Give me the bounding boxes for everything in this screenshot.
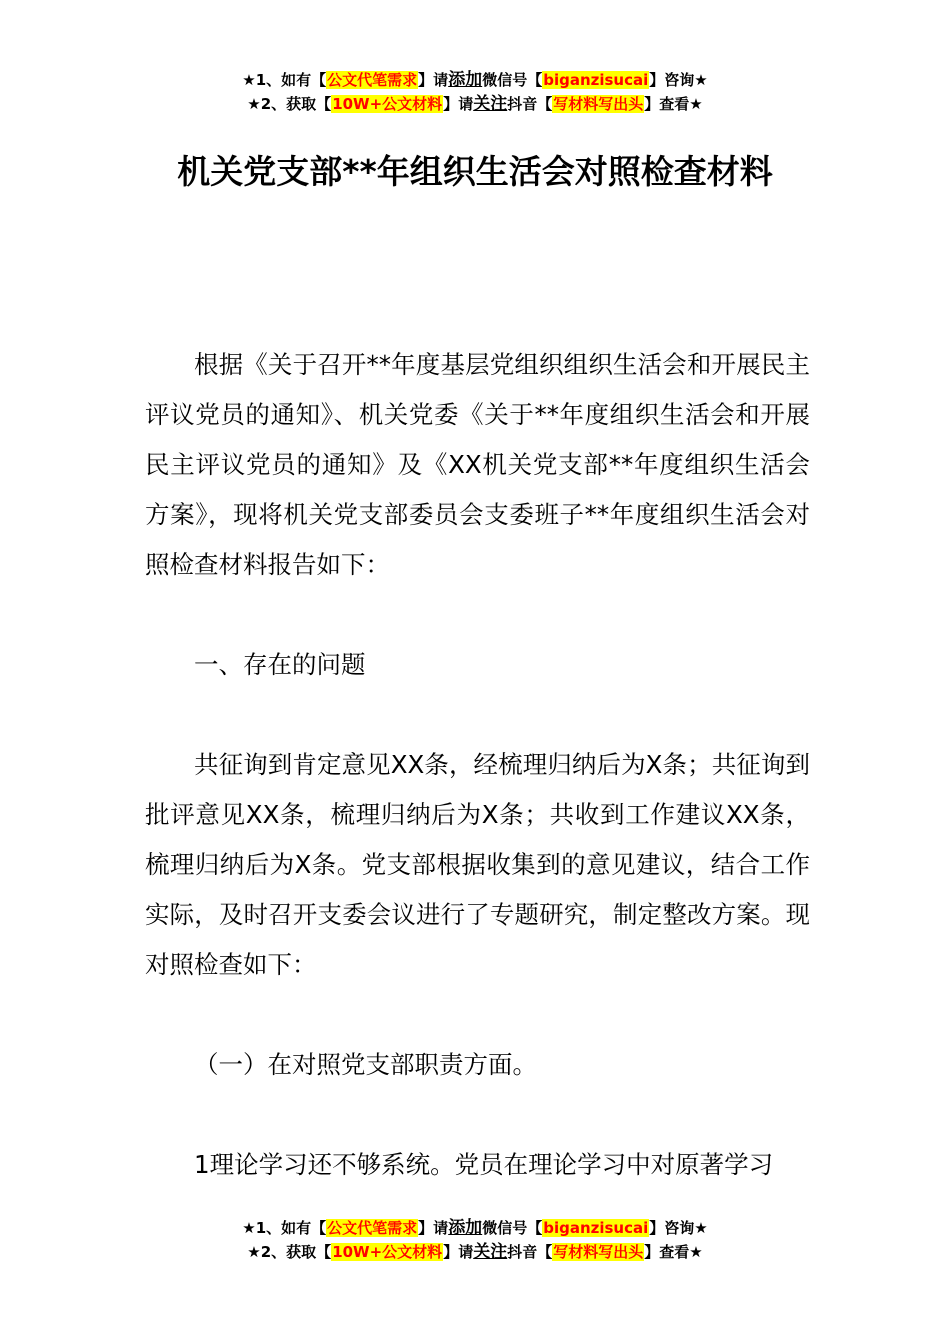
promo-text: 1、如有【 (255, 71, 327, 89)
promo-text: 2、获取【 (260, 1243, 332, 1261)
promo-line-1 (0, 68, 950, 92)
promo-banner-top (0, 68, 950, 116)
promo-text: 】请 (443, 95, 474, 113)
star-icon: ★ (242, 1219, 256, 1237)
promo-text: 微信号【 (482, 1219, 543, 1237)
subsection-heading-duties: （一）在对照党支部职责方面。 (194, 1050, 537, 1079)
star-icon: ★ (247, 95, 261, 113)
promo-text: 】咨询 (649, 71, 695, 89)
promo-highlight: 10W+公文材料 (332, 1243, 443, 1261)
star-icon: ★ (694, 71, 708, 89)
paragraph-intro: 根据《关于召开**年度基层党组织组织生活会和开展民主评议党员的通知》、机关党委《关于**年度组织生活会和开展民主评议党员的通知》及《XX机关党支部**年度组织生活会方案》，现将机关党支部委员会支委班子**年度组织生活会对照检查材料报告如下： (145, 350, 810, 579)
promo-line-2 (0, 92, 950, 116)
promo-text: 】咨询 (649, 1219, 695, 1237)
promo-underlined: 添加 (448, 1218, 483, 1238)
paragraph-feedback: 共征询到肯定意见XX条，经梳理归纳后为X条；共征询到批评意见XX条，梳理归纳后为X条；共收到工作建议XX条，梳理归纳后为X条。党支部根据收集到的意见建议，结合工作实际，及时召开支委会议进行了专题研究，制定整改方案。现对照检查如下： (145, 750, 810, 979)
star-icon: ★ (689, 1243, 703, 1261)
promo-text: 2、获取【 (260, 95, 332, 113)
paragraph-theory-study: 1理论学习还不够系统。党员在理论学习中对原著学习 (194, 1150, 774, 1179)
promo-highlight: 公文代笔需求 (327, 71, 418, 89)
promo-banner-bottom (0, 1216, 950, 1264)
promo-highlight: 公文代笔需求 (327, 1219, 418, 1237)
promo-text: 微信号【 (482, 71, 543, 89)
promo-text: 抖音【 (507, 95, 553, 113)
promo-highlight: 10W+公文材料 (332, 95, 443, 113)
promo-line-2 (0, 1240, 950, 1264)
promo-text: 】查看 (644, 1243, 690, 1261)
promo-line-1 (0, 1216, 950, 1240)
document-body (145, 340, 810, 1190)
promo-highlight-douyin: 写材料写出头 (553, 95, 644, 113)
promo-text: 】请 (443, 1243, 474, 1261)
promo-underlined: 关注 (473, 94, 508, 114)
star-icon: ★ (689, 95, 703, 113)
star-icon: ★ (694, 1219, 708, 1237)
promo-underlined: 关注 (473, 1242, 508, 1262)
promo-text: 】请 (418, 1219, 449, 1237)
promo-highlight-wechat: biganzisucai (543, 71, 649, 89)
document-title: 机关党支部**年组织生活会对照检查材料 (177, 152, 773, 191)
promo-highlight-douyin: 写材料写出头 (553, 1243, 644, 1261)
star-icon: ★ (247, 1243, 261, 1261)
promo-text: 抖音【 (507, 1243, 553, 1261)
promo-underlined: 添加 (448, 70, 483, 90)
section-heading-problems: 一、存在的问题 (194, 650, 366, 679)
promo-text: 1、如有【 (255, 1219, 327, 1237)
promo-highlight-wechat: biganzisucai (543, 1219, 649, 1237)
promo-text: 】查看 (644, 95, 690, 113)
promo-text: 】请 (418, 71, 449, 89)
star-icon: ★ (242, 71, 256, 89)
